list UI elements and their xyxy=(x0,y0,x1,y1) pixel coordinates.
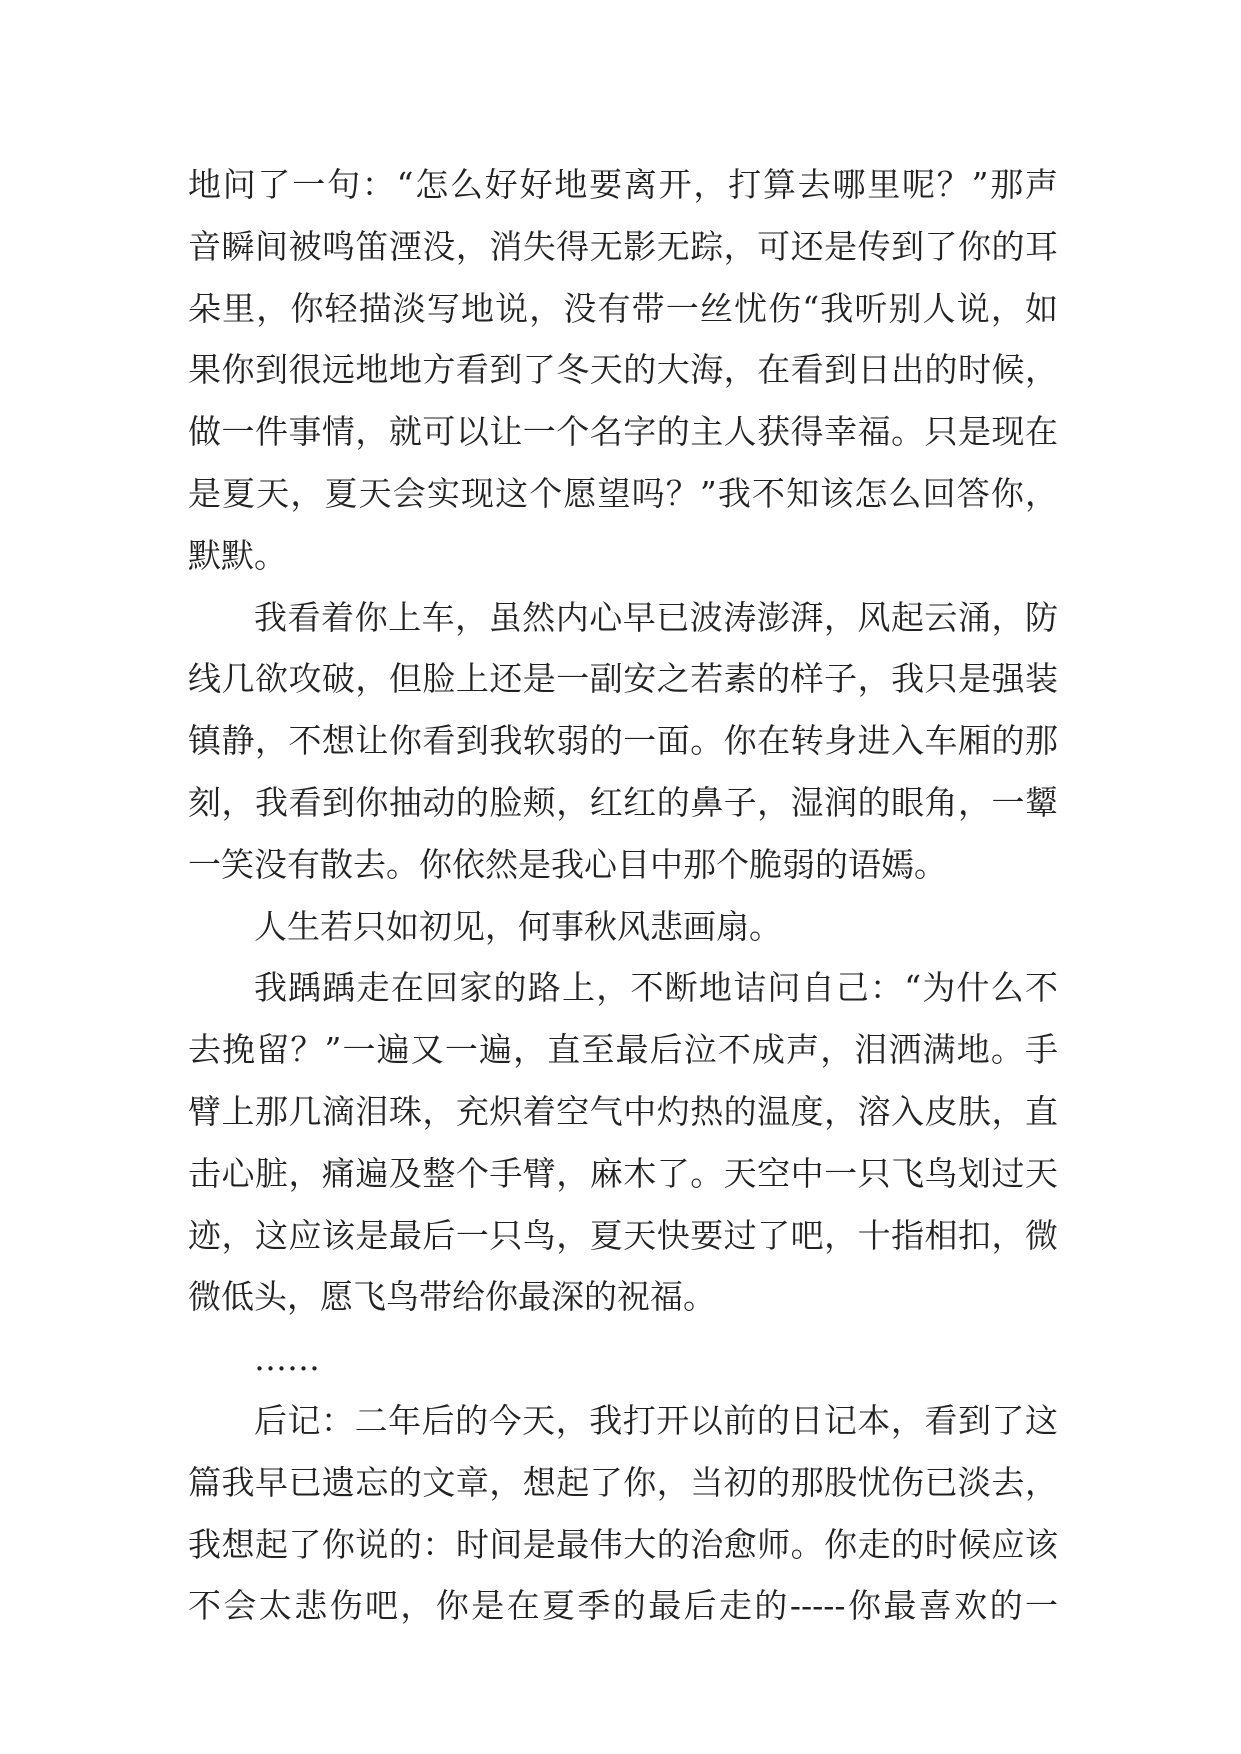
text-line: 一笑没有散去。你依然是我心目中那个脆弱的语嫣。 xyxy=(188,844,947,884)
text-line: 微低头，愿飞鸟带给你最深的祝福。 xyxy=(188,1277,716,1317)
text-line: 音瞬间被鸣笛湮没，消失得无影无踪，可还是传到了你的耳 xyxy=(188,226,1058,266)
text-line: 镇静，不想让你看到我软弱的一面。你在转身进入车厢的那 xyxy=(188,721,1058,761)
text-line: 地问了一句：“怎么好好地要离开，打算去哪里呢？”那声 xyxy=(188,165,1058,204)
text-line: 默默。 xyxy=(188,535,287,575)
text-line: 是夏天，夏天会实现这个愿望吗？”我不知该怎么回答你， xyxy=(188,473,1058,513)
text-line: 刻，我看到你抽动的脸颊，红红的鼻子，湿润的眼角，一颦 xyxy=(188,782,1058,822)
ellipsis-line: …… xyxy=(254,1339,320,1379)
text-line: 做一件事情，就可以让一个名字的主人获得幸福。只是现在 xyxy=(188,412,1058,452)
text-line: 果你到很远地地方看到了冬天的大海，在看到日出的时候， xyxy=(188,350,1058,390)
text-line: 击心脏，痛遍及整个手臂，麻木了。天空中一只飞鸟划过天 xyxy=(188,1153,1058,1193)
text-line: 篇我早已遗忘的文章，想起了你，当初的那股忧伤已淡去， xyxy=(188,1462,1058,1502)
text-line: 不会太悲伤吧，你是在夏季的最后走的-----你最喜欢的一 xyxy=(188,1586,1058,1626)
text-line: 线几欲攻破，但脸上还是一副安之若素的样子，我只是强装 xyxy=(188,659,1058,699)
article-body xyxy=(188,154,1058,1637)
text-line: 臂上那几滴泪珠，充炽着空气中灼热的温度，溶入皮肤，直 xyxy=(188,1091,1058,1131)
text-line: 去挽留？”一遍又一遍，直至最后泣不成声，泪洒满地。手 xyxy=(188,1030,1058,1070)
text-line: 朵里，你轻描淡写地说，没有带一丝忧伤“我听别人说，如 xyxy=(188,288,1058,328)
text-line: 我想起了你说的：时间是最伟大的治愈师。你走的时候应该 xyxy=(188,1524,1058,1564)
paragraph-first-line: 人生若只如初见，何事秋风悲画扇。 xyxy=(254,906,782,946)
paragraph-first-line: 我看着你上车，虽然内心早已波涛澎湃，风起云涌，防 xyxy=(254,597,1058,637)
text-line: 迹，这应该是最后一只鸟，夏天快要过了吧，十指相扣，微 xyxy=(188,1215,1058,1255)
paragraph-first-line: 后记：二年后的今天，我打开以前的日记本，看到了这 xyxy=(254,1400,1058,1440)
paragraph-first-line: 我踽踽走在回家的路上，不断地诘问自己：“为什么不 xyxy=(254,968,1058,1008)
